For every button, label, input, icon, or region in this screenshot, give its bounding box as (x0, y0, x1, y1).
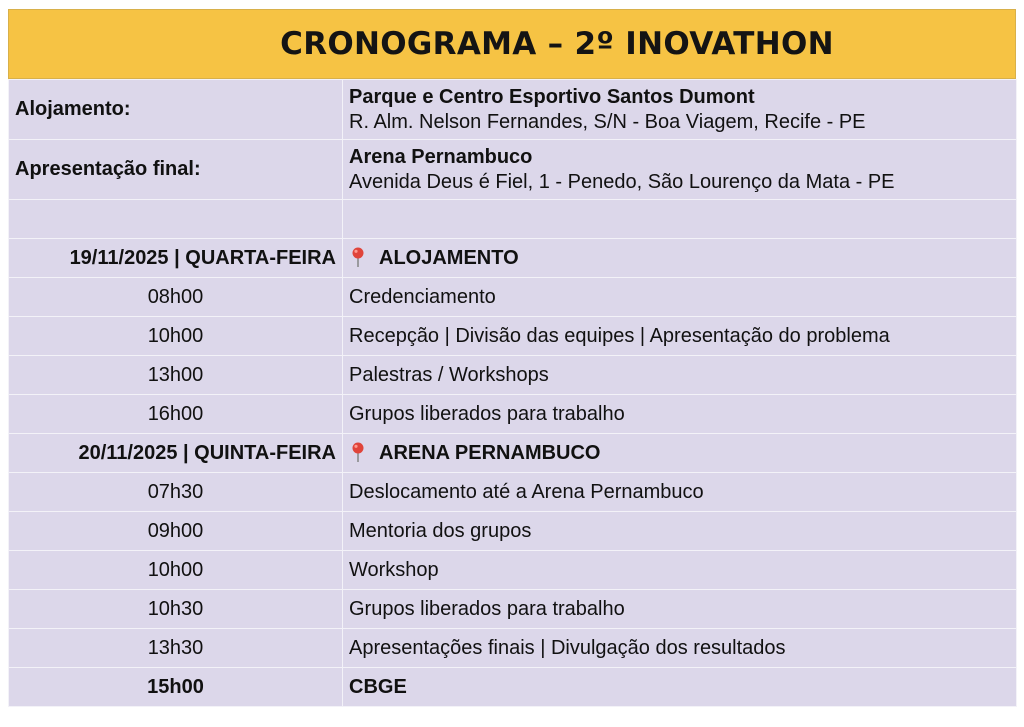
event-time: 16h00 (9, 395, 343, 434)
event-time: 10h00 (9, 551, 343, 590)
event-activity: Workshop (343, 551, 1017, 590)
venue-address: Avenida Deus é Fiel, 1 - Penedo, São Lourenço da Mata - PE (349, 170, 895, 193)
event-row (9, 551, 1017, 590)
event-activity: Deslocamento até a Arena Pernambuco (343, 473, 1017, 512)
event-activity: Apresentações finais | Divulgação dos resultados (343, 629, 1017, 668)
venue-details (343, 80, 1017, 140)
event-time: 13h00 (9, 356, 343, 395)
event-row (9, 590, 1017, 629)
day-date: 20/11/2025 | QUINTA-FEIRA (9, 434, 343, 473)
event-row (9, 356, 1017, 395)
day-place-label: ALOJAMENTO (379, 247, 519, 269)
day-header-row (9, 434, 1017, 473)
event-row (9, 317, 1017, 356)
event-row (9, 473, 1017, 512)
spacer-row (9, 200, 1017, 239)
pushpin-icon (349, 246, 367, 268)
event-time: 07h30 (9, 473, 343, 512)
event-row (9, 629, 1017, 668)
schedule-table (8, 79, 1017, 707)
event-activity: Palestras / Workshops (343, 356, 1017, 395)
event-time: 09h00 (9, 512, 343, 551)
venue-row-lodging (9, 80, 1017, 140)
empty-cell (9, 200, 343, 239)
venue-label: Apresentação final: (9, 140, 343, 200)
venue-row-final (9, 140, 1017, 200)
event-time: 15h00 (9, 668, 343, 707)
venue-address: R. Alm. Nelson Fernandes, S/N - Boa Viagem, Recife - PE (349, 110, 866, 133)
pushpin-icon (349, 441, 367, 463)
event-activity: CBGE (343, 668, 1017, 707)
venue-details (343, 140, 1017, 200)
empty-cell (343, 200, 1017, 239)
day-header-row (9, 239, 1017, 278)
event-activity: Mentoria dos grupos (343, 512, 1017, 551)
event-row-final (9, 668, 1017, 707)
event-time: 13h30 (9, 629, 343, 668)
day-place (343, 434, 1017, 473)
event-activity: Credenciamento (343, 278, 1017, 317)
event-activity: Grupos liberados para trabalho (343, 590, 1017, 629)
venue-name: Parque e Centro Esportivo Santos Dumont (349, 85, 755, 108)
event-row (9, 278, 1017, 317)
page-title: CRONOGRAMA – 2º INOVATHON (8, 9, 1016, 79)
event-activity: Grupos liberados para trabalho (343, 395, 1017, 434)
day-date: 19/11/2025 | QUARTA-FEIRA (9, 239, 343, 278)
day-place-label: ARENA PERNAMBUCO (379, 442, 601, 464)
event-activity: Recepção | Divisão das equipes | Apresentação do problema (343, 317, 1017, 356)
venue-name: Arena Pernambuco (349, 145, 533, 168)
event-time: 10h00 (9, 317, 343, 356)
event-time: 10h30 (9, 590, 343, 629)
event-time: 08h00 (9, 278, 343, 317)
event-row (9, 395, 1017, 434)
schedule-sheet (8, 9, 1016, 707)
venue-label: Alojamento: (9, 80, 343, 140)
event-row (9, 512, 1017, 551)
day-place (343, 239, 1017, 278)
